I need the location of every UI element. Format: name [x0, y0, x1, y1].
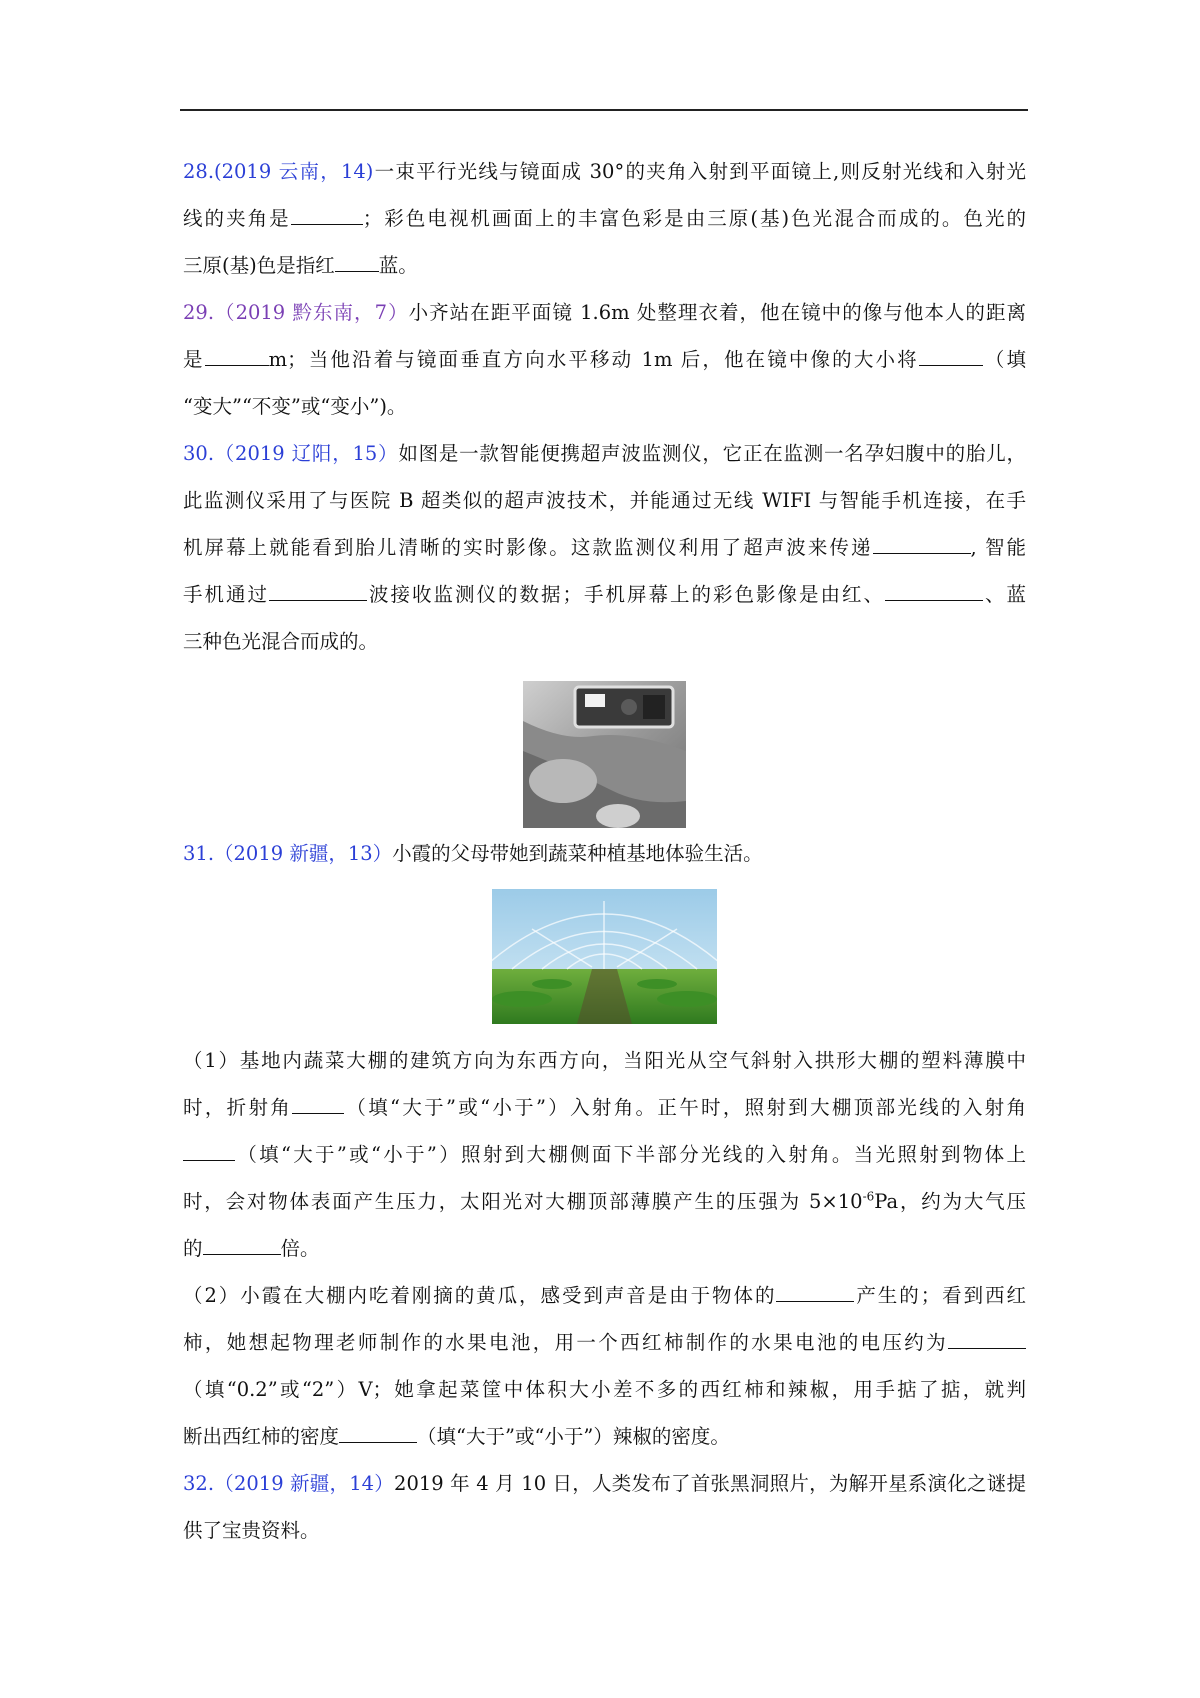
q31-text: （填“0.2”或“2”）V；她拿起菜筐中体积大小差不多的西红柿和辣椒，用手掂了掂，就判: [183, 1378, 1026, 1401]
q31-text: （2）小霞在大棚内吃着刚摘的黄瓜，感受到声音是由于物体的: [183, 1284, 777, 1307]
q31-text: （填“大于”或“小于”）入射角。正午时，照射到大棚顶部光线的入射角: [344, 1096, 1026, 1119]
answer-blank[interactable]: [335, 250, 379, 272]
q28-source: 28.(2019 云南，14): [183, 160, 374, 183]
q31-text: （填“大于”或“小于”）辣椒的密度。: [417, 1425, 730, 1448]
q29-line-1: [183, 289, 1026, 336]
q32-text: 2019 年 4 月 10 日，人类发布了首张黑洞照片，为解开星系演化之谜提: [394, 1472, 1026, 1495]
q30-line-4: [183, 571, 1026, 618]
q29-line-3: [183, 383, 1026, 430]
document-body: [183, 148, 1026, 1554]
q30-line-1: [183, 430, 1026, 477]
q31-part2-line-3: [183, 1366, 1026, 1413]
answer-blank[interactable]: [948, 1327, 1026, 1349]
q29-text: 小齐站在距平面镜 1.6m 处整理衣着，他在镜中的像与他本人的距离: [408, 301, 1026, 324]
q31-part1-line-2: [183, 1084, 1026, 1131]
answer-blank[interactable]: [205, 344, 269, 366]
q28-text: 线的夹角是: [183, 207, 291, 230]
q32-line-1: [183, 1460, 1026, 1507]
q30-source: 30.（2019 辽阳，15）: [183, 442, 399, 465]
q31-text: （1）基地内蔬菜大棚的建筑方向为东西方向，当阳光从空气斜射入拱形大棚的塑料薄膜中: [183, 1049, 1026, 1072]
q29-line-2: [183, 336, 1026, 383]
q32-text: 供了宝贵资料。: [183, 1519, 320, 1542]
q30-line-2: [183, 477, 1026, 524]
answer-blank[interactable]: [292, 1092, 344, 1114]
q29-source: 29.（2019 黔东南，7）: [183, 301, 409, 324]
q30-text: , 智能: [970, 536, 1026, 559]
q32-source: 32.（2019 新疆，14）: [183, 1472, 395, 1495]
q31-text: 时，折射角: [183, 1096, 293, 1119]
q30-text: 波接收监测仪的数据；手机屏幕上的彩色影像是由红、: [367, 583, 885, 606]
q28-text: 蓝。: [378, 254, 418, 277]
answer-blank[interactable]: [269, 579, 367, 601]
q31-text: 小霞的父母带她到蔬菜种植基地体验生活。: [392, 842, 763, 865]
q29-text: （填: [982, 348, 1026, 371]
q30-text: 、蓝: [982, 583, 1026, 606]
q29-text: 是: [183, 348, 205, 371]
answer-blank[interactable]: [339, 1421, 417, 1443]
q31-text: Pa，约为大气压: [874, 1190, 1026, 1213]
answer-blank[interactable]: [776, 1280, 854, 1302]
q28-line-2: [183, 195, 1026, 242]
greenhouse-photo: [492, 889, 717, 1024]
figure-greenhouse-wrap: [183, 877, 1026, 1037]
header-rule: [180, 109, 1028, 111]
q31-text: 的: [183, 1237, 203, 1260]
q31-source: 31.（2019 新疆，13）: [183, 842, 393, 865]
answer-blank[interactable]: [183, 1139, 235, 1161]
q31-line-1: [183, 830, 1026, 877]
q29-text: m；当他沿着与镜面垂直方向水平移动 1m 后，他在镜中像的大小将: [268, 348, 919, 371]
q31-part1-line-3: [183, 1131, 1026, 1178]
q30-text: 如图是一款智能便携超声波监测仪，它正在监测一名孕妇腹中的胎儿，: [398, 442, 1026, 465]
q30-line-3: [183, 524, 1026, 571]
ultrasound-monitor-photo: [523, 681, 686, 828]
q31-text: 倍。: [280, 1237, 320, 1260]
q32-line-2: [183, 1507, 1026, 1554]
q31-part1-line-4: [183, 1178, 1026, 1225]
q31-part2-line-4: [183, 1413, 1026, 1460]
q28-line-1: [183, 148, 1026, 195]
q30-text: 三种色光混合而成的。: [183, 630, 379, 653]
q30-text: 手机通过: [183, 583, 269, 606]
q28-text: 一束平行光线与镜面成 30°的夹角入射到平面镜上,则反射光线和入射光: [373, 160, 1026, 183]
q28-text: ；彩色电视机画面上的丰富色彩是由三原(基)色光混合而成的。色光的: [362, 207, 1026, 230]
answer-blank[interactable]: [291, 203, 363, 225]
q31-part1-line-1: [183, 1037, 1026, 1084]
q31-part2-line-1: [183, 1272, 1026, 1319]
q31-text: （填“大于”或“小于”）照射到大棚侧面下半部分光线的入射角。当光照射到物体上: [235, 1143, 1026, 1166]
q30-line-5: [183, 618, 1026, 665]
q30-text: 此监测仪采用了与医院 B 超类似的超声波技术，并能通过无线 WIFI 与智能手机连接，在手: [183, 489, 1026, 512]
figure-ultrasound-wrap: [183, 665, 1026, 830]
answer-blank[interactable]: [919, 344, 983, 366]
q31-text: 柿，她想起物理老师制作的水果电池，用一个西红柿制作的水果电池的电压约为: [183, 1331, 948, 1354]
q31-part2-line-2: [183, 1319, 1026, 1366]
q31-text: 时，会对物体表面产生压力，太阳光对大棚顶部薄膜产生的压强为 5×10: [183, 1190, 863, 1213]
q28-text: 三原(基)色是指红: [183, 254, 335, 277]
q31-text: 断出西红柿的密度: [183, 1425, 340, 1448]
answer-blank[interactable]: [873, 532, 971, 554]
q30-text: 机屏幕上就能看到胎儿清晰的实时影像。这款监测仪利用了超声波来传递: [183, 536, 873, 559]
answer-blank[interactable]: [203, 1233, 281, 1255]
answer-blank[interactable]: [885, 579, 983, 601]
q31-text: 产生的；看到西红: [854, 1284, 1026, 1307]
q31-part1-line-5: [183, 1225, 1026, 1272]
exponent: -6: [862, 1189, 875, 1204]
q28-line-3: [183, 242, 1026, 289]
q29-text: “变大”“不变”或“变小”)。: [183, 395, 407, 418]
